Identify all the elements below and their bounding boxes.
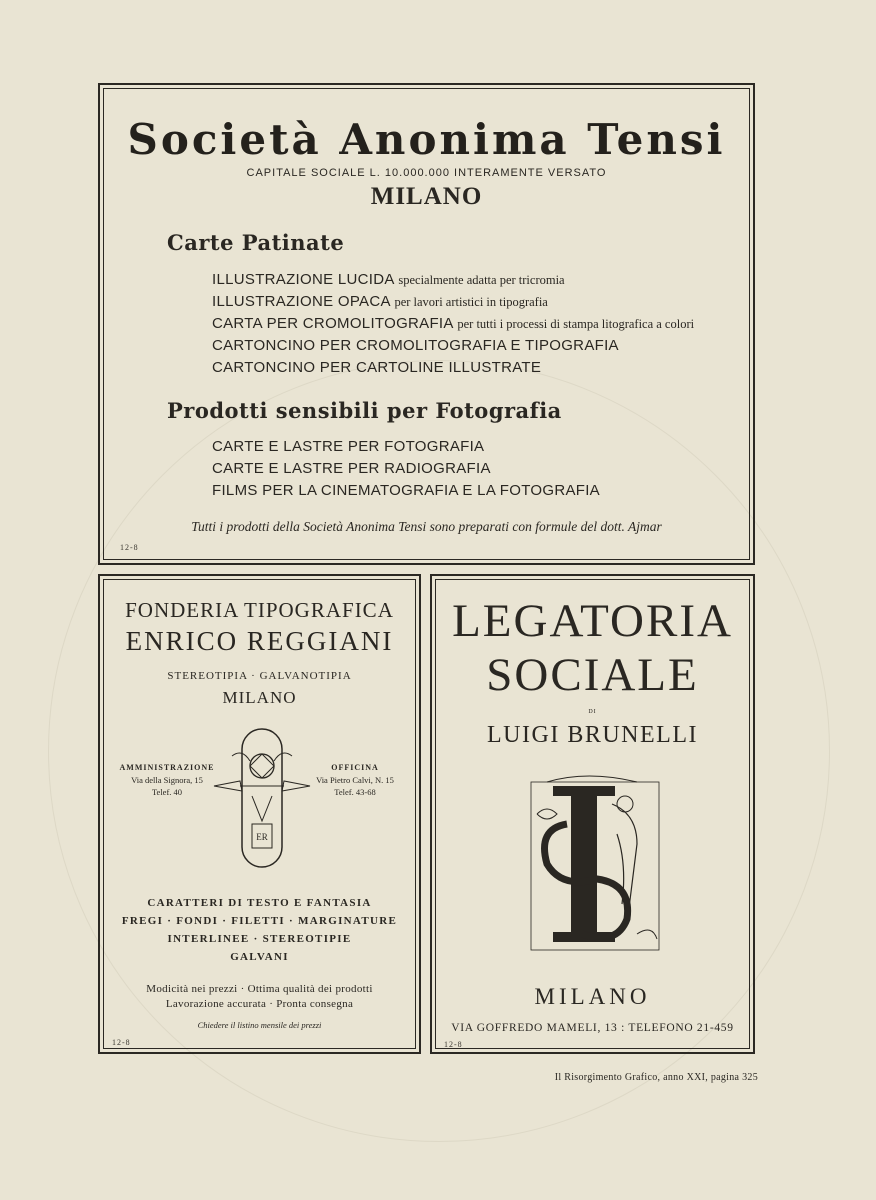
list-item: FILMS PER LA CINEMATOGRAFIA E LA FOTOGRAFIA — [212, 482, 600, 499]
legatoria-line2: SOCIALE — [486, 649, 699, 701]
list-item — [212, 313, 694, 335]
list-item — [212, 291, 694, 313]
tensi-note: Tutti i prodotti della Società Anonima Tensi sono preparati con formule del dott. Ajmar — [191, 519, 662, 534]
reggiani-admin — [112, 762, 222, 798]
legatoria-line1: LEGATORIA — [452, 595, 733, 647]
product-line: INTERLINEE · STEREOTIPIE — [167, 933, 352, 945]
ad-code: 12-8 — [112, 1038, 131, 1047]
legatoria-owner: LUIGI BRUNELLI — [487, 722, 698, 748]
admin-address: Via della Signora, 15 — [131, 775, 203, 785]
paper-name: ILLUSTRAZIONE LUCIDA — [212, 271, 394, 288]
tensi-photo-list — [212, 436, 600, 502]
legatoria-city: MILANO — [534, 984, 651, 1009]
ad-code: 12-8 — [444, 1040, 463, 1049]
page-footer: Il Risorgimento Grafico, anno XXI, pagina 325 — [554, 1072, 758, 1083]
office-address: Via Pietro Calvi, N. 15 — [316, 775, 394, 785]
ad-tensi — [98, 83, 755, 565]
tensi-heading-paper: Carte Patinate — [167, 230, 345, 255]
ad-legatoria — [430, 574, 755, 1054]
quality-line: Modicità nei prezzi · Ottima qualità dei prodotti — [146, 983, 373, 995]
admin-phone: Telef. 40 — [151, 787, 183, 797]
list-item — [212, 335, 694, 357]
reggiani-products — [100, 894, 419, 966]
admin-title: AMMINISTRAZIONE — [119, 763, 215, 772]
product-line: GALVANI — [230, 951, 289, 963]
paper-name: CARTONCINO PER CARTOLINE ILLUSTRATE — [212, 359, 542, 376]
list-item — [212, 269, 694, 291]
tensi-title: Società Anonima Tensi — [127, 115, 726, 164]
legatoria-di: DI — [588, 709, 597, 715]
list-item: CARTE E LASTRE PER RADIOGRAFIA — [212, 460, 491, 477]
office-phone: Telef. 43-68 — [334, 787, 376, 797]
reggiani-services: STEREOTIPIA · GALVANOTIPIA — [167, 670, 352, 682]
paper-name: CARTONCINO PER CROMOLITOGRAFIA E TIPOGRAFIA — [212, 337, 619, 354]
reggiani-office — [300, 762, 410, 798]
list-item: CARTE E LASTRE PER FOTOGRAFIA — [212, 438, 485, 455]
tensi-city: MILANO — [370, 183, 483, 210]
product-line: CARATTERI DI TESTO E FANTASIA — [147, 897, 372, 909]
reggiani-quality — [100, 982, 419, 1012]
quality-line: Lavorazione accurata · Pronta consegna — [165, 998, 354, 1010]
type-founder-emblem-icon — [212, 726, 312, 871]
reggiani-line1: FONDERIA TIPOGRAFICA — [125, 598, 394, 622]
paper-name: CARTA PER CROMOLITOGRAFIA — [212, 315, 453, 332]
paper-desc: per tutti i processi di stampa litografica a colori — [457, 317, 695, 331]
office-title: OFFICINA — [331, 763, 379, 772]
paper-name: ILLUSTRAZIONE OPACA — [212, 293, 390, 310]
ad-reggiani — [98, 574, 421, 1054]
reggiani-name: ENRICO REGGIANI — [125, 626, 394, 656]
product-line: FREGI · FONDI · FILETTI · MARGINATURE — [121, 915, 398, 927]
ls-monogram-icon — [527, 774, 663, 956]
reggiani-pricelist: Chiedere il listino mensile dei prezzi — [197, 1020, 322, 1030]
reggiani-city: MILANO — [222, 688, 297, 707]
ad-code: 12-8 — [120, 543, 139, 552]
tensi-paper-list — [212, 269, 694, 379]
svg-text:ER: ER — [256, 832, 268, 842]
tensi-heading-photo: Prodotti sensibili per Fotografia — [167, 398, 562, 423]
tensi-capital: CAPITALE SOCIALE L. 10.000.000 INTERAMENTE VERSATO — [246, 167, 607, 179]
paper-desc: per lavori artistici in tipografia — [394, 295, 548, 309]
paper-desc: specialmente adatta per tricromia — [398, 273, 565, 287]
list-item — [212, 357, 694, 379]
legatoria-address: VIA GOFFREDO MAMELI, 13 : TELEFONO 21-459 — [451, 1022, 734, 1034]
